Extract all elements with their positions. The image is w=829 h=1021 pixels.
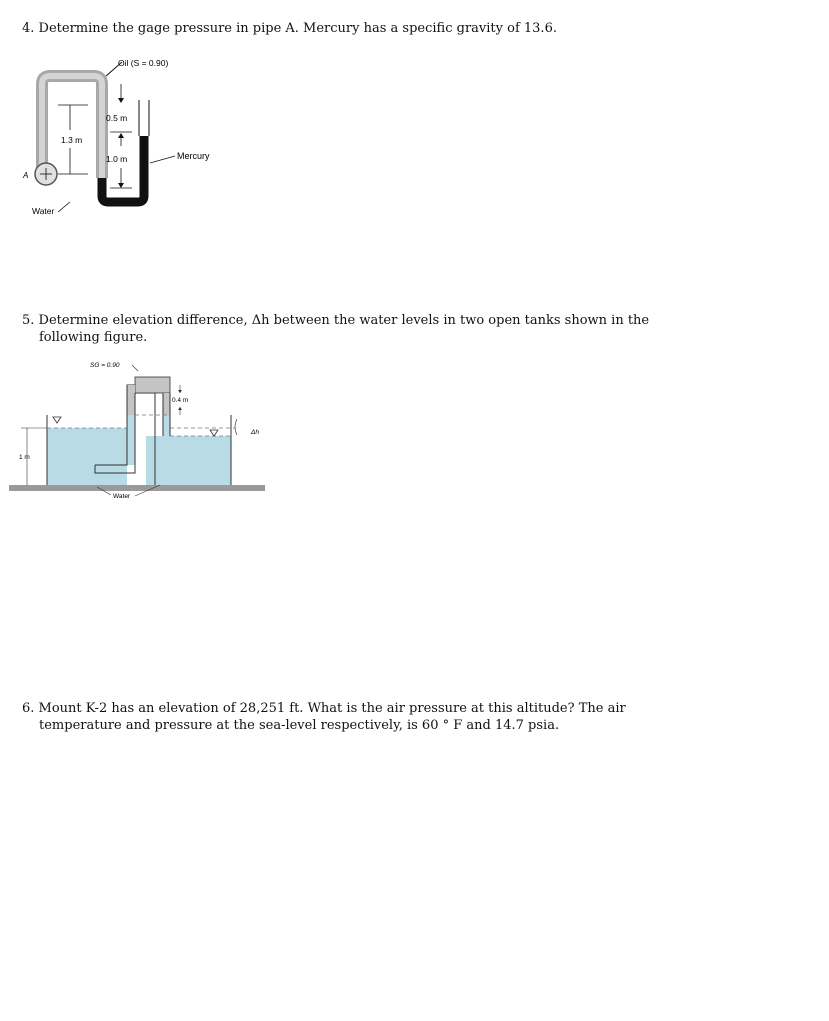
sg-label: SG = 0.90 (90, 362, 120, 369)
oil-tube (42, 76, 102, 178)
problem-statement-line2: temperature and pressure at the sea-level respectively, is 60 ° F and 14.7 psia. (39, 718, 560, 733)
problem-statement-line1: Determine elevation difference, Δh between the water levels in two open tanks shown in the (38, 313, 650, 328)
problem-number: 6. (22, 701, 35, 716)
dim-1-0-label: 1.0 m (106, 154, 128, 164)
dim-1m-label: 1 m (19, 454, 30, 461)
oil-label: Oil (S = 0.90) (118, 58, 169, 68)
manometer-figure (10, 50, 250, 235)
delta-h-label: Δh (251, 429, 259, 436)
ground (9, 485, 265, 491)
oil-cap (135, 377, 170, 393)
water-label: Water (32, 206, 55, 216)
problem-statement: Determine the gage pressure in pipe A. Mercury has a specific gravity of 13.6. (38, 21, 557, 36)
problem-5-text (22, 312, 649, 346)
mercury-tube (102, 136, 144, 202)
problem-4-text (22, 20, 557, 37)
free-surface-left-icon (53, 417, 61, 423)
water-label-5: Water (113, 493, 131, 500)
problem-6-text (22, 700, 626, 734)
oil-tube-inner (42, 76, 102, 178)
problem-statement-line1: Mount K-2 has an elevation of 28,251 ft. What is the air pressure at this altitude? The air (38, 701, 626, 716)
problem-statement-line2: following figure. (39, 330, 148, 345)
problem-number: 5. (22, 313, 35, 328)
right-tank-water (146, 436, 231, 485)
free-surface-right-icon (210, 430, 218, 436)
left-tank-water (47, 428, 127, 485)
dim-0-4-label: 0.4 m (172, 397, 189, 404)
pipe-a-label: A (23, 171, 29, 180)
mercury-label: Mercury (177, 151, 210, 161)
problem-number: 4. (22, 21, 35, 36)
dim-1-3-label: 1.3 m (61, 135, 83, 145)
tanks-figure (5, 355, 267, 505)
dim-0-5-label: 0.5 m (106, 113, 128, 123)
